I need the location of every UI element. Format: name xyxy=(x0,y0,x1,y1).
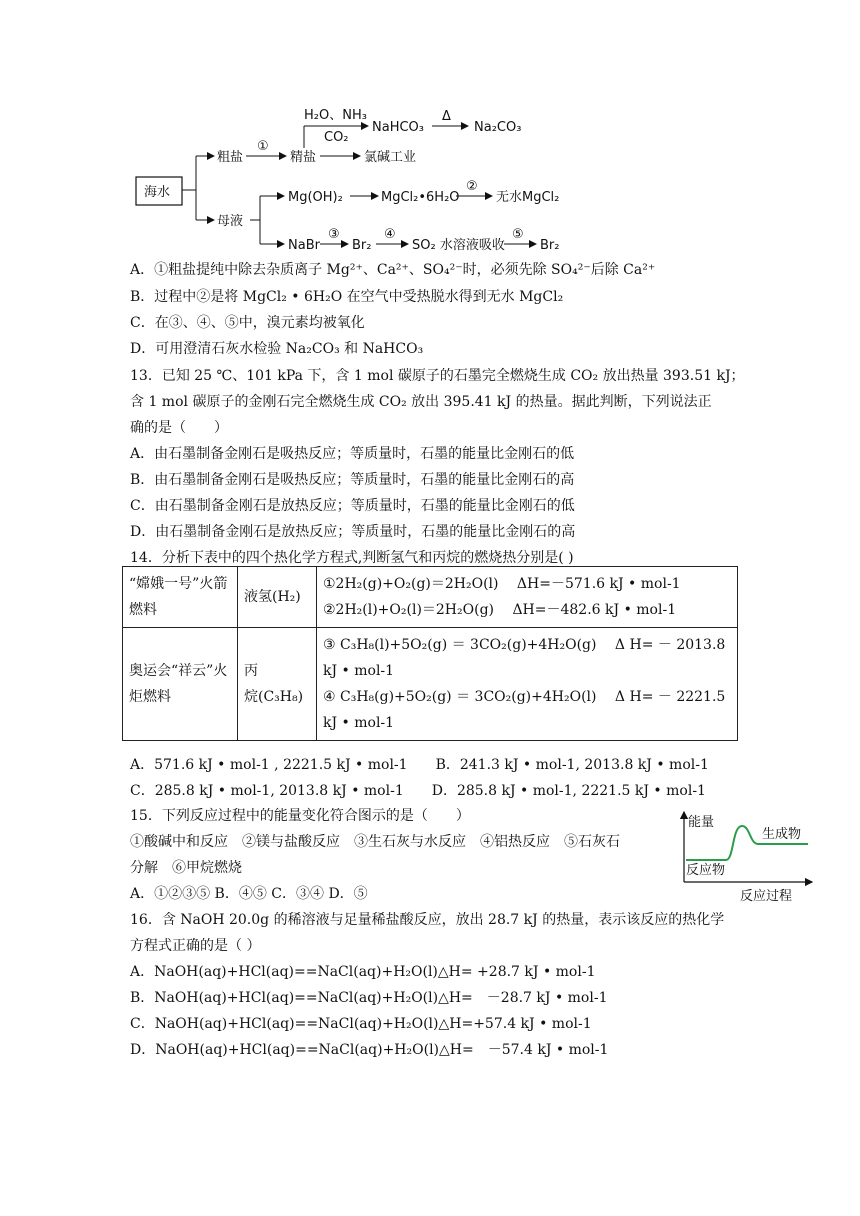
q13-stem-1: 13．已知 25 ℃、101 kPa 下，含 1 mol 碳原子的石墨完全燃烧生成 CO₂ 放出热量 393.51 kJ； xyxy=(130,368,745,384)
q12-option-b: B．过程中②是将 MgCl₂ • 6H₂O 在空气中受热脱水得到无水 MgCl₂ xyxy=(130,289,564,305)
seawater-process-diagram xyxy=(0,0,860,260)
table-cell-equations-2 xyxy=(317,628,738,741)
q16-stem-1: 16．含 NaOH 20.0g 的稀溶液与足量稀盐酸反应，放出 28.7 kJ 的热量，表示该反应的热化学 xyxy=(130,912,725,928)
step2-label: ② xyxy=(466,179,478,194)
q14-stem: 14．分析下表中的四个热化学方程式,判断氢气和丙烷的燃烧热分别是( ) xyxy=(130,550,574,566)
crude-salt-label: 粗盐 xyxy=(217,150,244,165)
step3-label: ③ xyxy=(328,227,340,242)
delta-label: Δ xyxy=(442,109,451,124)
table-cell-substance-2: 丙 烷(C₃H₈) xyxy=(238,628,317,741)
q16-option-a: A．NaOH(aq)+HCl(aq)==NaCl(aq)+H₂O(l)△H= +28.7 kJ • mol-1 xyxy=(130,964,596,980)
co2-label: CO₂ xyxy=(324,130,349,145)
equation-4: ④ C₃H₈(g)+5O₂(g) ＝ 3CO₂(g)+4H₂O(l) Δ H= － 2221.5 kJ • mol-1 xyxy=(323,689,726,731)
q16-option-b: B．NaOH(aq)+HCl(aq)==NaCl(aq)+H₂O(l)△H= －28.7 kJ • mol-1 xyxy=(130,990,608,1006)
q13-option-b: B．由石墨制备金刚石是吸热反应；等质量时，石墨的能量比金刚石的高 xyxy=(130,472,575,488)
table-row xyxy=(123,567,738,628)
q14-options-cd: C．285.8 kJ • mol-1, 2013.8 kJ • mol-1 D．285.8 kJ • mol-1, 2221.5 kJ • mol-1 xyxy=(130,783,706,799)
q13-option-c: C．由石墨制备金刚石是放热反应；等质量时，石墨的能量比金刚石的低 xyxy=(130,498,575,514)
table-row xyxy=(123,628,738,741)
q16-option-c: C．NaOH(aq)+HCl(aq)==NaCl(aq)+H₂O(l)△H=+57.4 kJ • mol-1 xyxy=(130,1016,592,1032)
mgoh2-label: Mg(OH)₂ xyxy=(288,190,343,205)
seawater-label: 海水 xyxy=(144,185,171,200)
q12-option-d: D．可用澄清石灰水检验 Na₂CO₃ 和 NaHCO₃ xyxy=(130,341,424,357)
y-axis-label: 能量 xyxy=(688,815,715,830)
equation-1: ①2H₂(g)+O₂(g)＝2H₂O(l) ΔH=－571.6 kJ • mol-1 xyxy=(323,576,681,592)
x-axis-label: 反应过程 xyxy=(740,889,793,904)
nahco3-label: NaHCO₃ xyxy=(372,120,424,135)
table-cell-substance-1: 液氢(H₂) xyxy=(238,567,317,628)
reactant-label: 反应物 xyxy=(686,863,726,878)
product-label: 生成物 xyxy=(762,827,802,842)
energy-profile-graph xyxy=(676,808,816,908)
table-cell-equations-1 xyxy=(317,567,738,628)
table-cell-fuel-2: 奥运会“祥云”火炬燃料 xyxy=(123,628,238,741)
table-cell-fuel-1: “嫦娥一号”火箭燃料 xyxy=(123,567,238,628)
step5-label: ⑤ xyxy=(512,227,524,242)
step1-label: ① xyxy=(257,139,269,154)
q16-option-d: D．NaOH(aq)+HCl(aq)==NaCl(aq)+H₂O(l)△H= －57.4 kJ • mol-1 xyxy=(130,1042,609,1058)
nabr-label: NaBr xyxy=(288,238,320,253)
q13-option-a: A．由石墨制备金刚石是吸热反应；等质量时，石墨的能量比金刚石的低 xyxy=(130,446,575,462)
q15-items-1: ①酸碱中和反应 ②镁与盐酸反应 ③生石灰与水反应 ④铝热反应 ⑤石灰石 xyxy=(130,834,620,850)
mother-liquor-label: 母液 xyxy=(217,214,244,229)
q13-stem-2: 含 1 mol 碳原子的金刚石完全燃烧生成 CO₂ 放出 395.41 kJ 的热量。据此判断，下列说法正 xyxy=(130,394,712,410)
h2o-nh3-label: H₂O、NH₃ xyxy=(304,108,367,123)
q13-option-d: D．由石墨制备金刚石是放热反应；等质量时，石墨的能量比金刚石的高 xyxy=(130,524,576,540)
q12-option-c: C．在③、④、⑤中，溴元素均被氧化 xyxy=(130,315,365,331)
so2-absorb-label: SO₂ 水溶液吸收 xyxy=(412,238,505,253)
q15-items-2: 分解 ⑥甲烷燃烧 xyxy=(130,860,242,876)
q14-options-ab: A．571.6 kJ • mol-1 , 2221.5 kJ • mol-1 B．241.3 kJ • mol-1, 2013.8 kJ • mol-1 xyxy=(130,757,709,773)
step4-label: ④ xyxy=(384,227,396,242)
thermo-equation-table xyxy=(122,566,738,741)
br2-label-a: Br₂ xyxy=(352,238,372,253)
q16-stem-2: 方程式正确的是（ ） xyxy=(130,938,261,954)
br2-label-b: Br₂ xyxy=(540,238,560,253)
na2co3-label: Na₂CO₃ xyxy=(474,120,522,135)
refined-salt-label: 精盐 xyxy=(290,150,317,165)
anhydrous-mgcl2-label: 无水MgCl₂ xyxy=(496,190,560,205)
equation-2: ②2H₂(l)+O₂(l)＝2H₂O(g) ΔH=－482.6 kJ • mol-1 xyxy=(323,602,677,618)
chlor-alkali-label: 氯碱工业 xyxy=(364,150,417,165)
q15-stem: 15．下列反应过程中的能量变化符合图示的是（ ） xyxy=(130,808,470,824)
q12-option-a: A．①粗盐提纯中除去杂质离子 Mg²⁺、Ca²⁺、SO₄²⁻时，必须先除 SO₄²⁻后除 Ca²⁺ xyxy=(130,262,656,278)
q13-stem-3: 确的是（ ） xyxy=(130,420,228,436)
mgcl2-6h2o-label: MgCl₂•6H₂O xyxy=(381,190,460,205)
q15-options: A．①②③⑤ B．④⑤ C．③④ D．⑤ xyxy=(130,886,368,902)
equation-3: ③ C₃H₈(l)+5O₂(g) ＝ 3CO₂(g)+4H₂O(g) Δ H= － 2013.8 kJ • mol-1 xyxy=(323,637,726,679)
